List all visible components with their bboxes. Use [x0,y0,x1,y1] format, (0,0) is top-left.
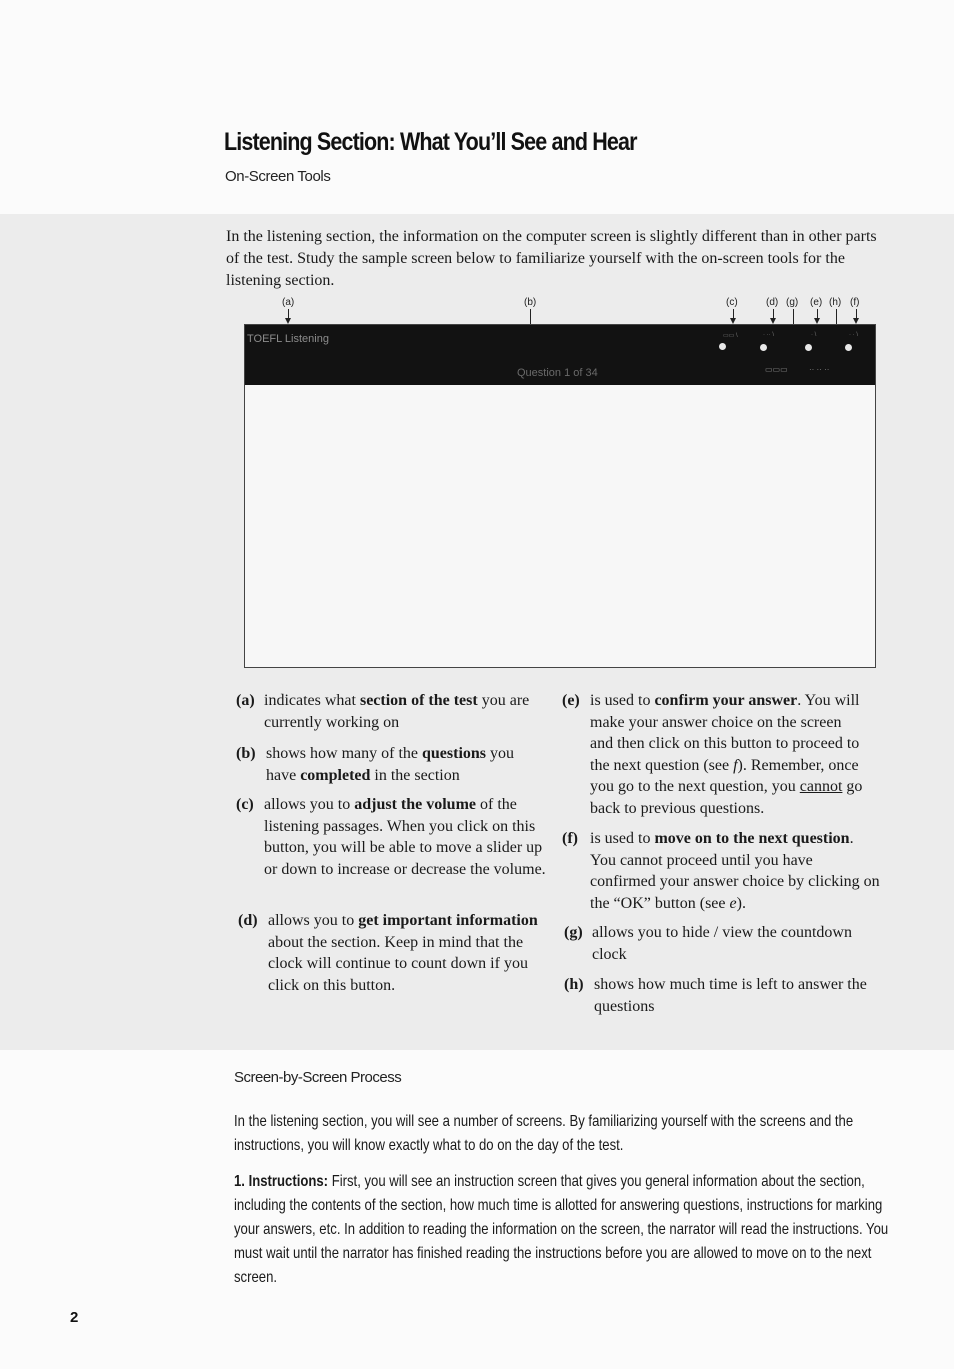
definition-e-ref: f [733,756,738,774]
definition-e-label: (e) [562,692,580,709]
definition-a-label: (a) [236,692,255,709]
definition-f-ref: e [729,894,737,912]
volume-button-icon[interactable] [717,341,728,352]
definition-g [564,922,884,965]
definition-b-text: shows how many of the [266,745,422,762]
marker-a: (a) [282,297,295,308]
definition-b-text-mid: you have [266,745,515,784]
page-number: 2 [70,1309,79,1326]
definition-c-text-end: of the listening passages. When you click on this button, you will be able to move a slider up or down to increase or decrease the volume. [264,796,546,878]
marker-g: (g) [786,297,799,308]
definition-f [562,828,882,914]
next-button-icon[interactable] [843,342,854,353]
definition-h [564,974,884,1017]
definition-a-text-end: you are currently working on [264,692,530,731]
sample-question-counter: Question 1 of 34 [517,367,598,379]
page-title: Listening Section: What You’ll See and Hear [224,128,637,156]
definition-d-text-end: about the section. Keep in mind that the clock will continue to count down if you click on this button. [268,933,528,994]
process-paragraph: In the listening section, you will see a number of screens. By familiarizing yourself with the screens and the instructions, you will know exactly what to do on the day of the test. [234,1113,854,1154]
definition-e-text-mid: . You will make your answer choice on the screen and then click on this button to proceed to the next question (see [590,692,860,774]
definition-b-text-end: in the section [370,766,460,784]
definition-h-text: shows how much time is left to answer the questions [594,976,867,1015]
definition-d-text: allows you to [268,912,359,929]
marker-f: (f) [850,297,860,308]
marker-h: (h) [829,297,842,308]
definition-f-label: (f) [562,830,578,847]
marker-d: (d) [766,297,779,308]
definition-e-underline: cannot [799,778,843,795]
sample-screen-toolbar [245,325,875,385]
marker-c: (c) [726,297,738,308]
ok-button-label: · \ [811,332,817,338]
definition-f-text-end: ). [736,894,746,912]
definition-d-label: (d) [238,912,258,929]
marker-b: (b) [524,297,537,308]
definition-e [562,690,868,819]
definition-c-text: allows you to [264,796,355,813]
step-1-label: 1. Instructions: [234,1173,329,1190]
marker-e: (e) [810,297,823,308]
help-button-icon[interactable] [758,342,769,353]
definition-d [238,910,550,996]
process-subtitle: Screen-by-Screen Process [234,1069,402,1086]
marker-g-line [793,309,794,324]
definition-c [236,794,551,880]
definition-a [236,690,546,733]
definition-b-emphasis-2: completed [300,766,371,784]
definition-a-text: indicates what [264,692,360,709]
definition-c-emphasis: adjust the volume [354,796,476,813]
section-subtitle: On-Screen Tools [225,168,331,185]
definition-c-label: (c) [236,796,254,813]
hide-time-toggle[interactable]: ▭▭▭ [765,365,788,374]
definition-g-label: (g) [564,924,583,941]
definition-d-emphasis: get important information [358,912,538,929]
definition-e-emphasis: confirm your answer [654,692,798,709]
definition-b-emphasis: questions [421,745,487,762]
ok-button-icon[interactable] [803,342,814,353]
help-button-label: · ·· \ [763,332,774,338]
step-1-text: First, you will see an instruction screen that gives you general information about the section, including the contents of the section, how much time is allotted for answering questions, instructions for marking your answers, etc. In addition to reading the information on the screen, the narrator will read the instructions. You must wait until the narrator has finished reading the instructions before you are allowed to move on to the next screen. [234,1173,889,1286]
definition-e-text-mid-2: ). Remember, once you go to the next question, you [590,756,859,795]
definition-e-text: is used to [590,692,655,709]
definition-b [236,743,546,786]
definition-e-text-end: go back to previous questions. [590,778,863,817]
marker-b-line [530,309,531,324]
definition-b-label: (b) [236,745,256,762]
definition-f-text-mid: . You cannot proceed until you have confirmed your answer choice by clicking on the “OK” button (see [590,830,880,912]
definition-f-emphasis: move on to the next question [654,830,850,847]
definition-f-text: is used to [590,830,655,847]
sample-section-title: TOEFL Listening [247,333,329,345]
definition-h-label: (h) [564,976,584,993]
definition-a-emphasis: section of the test [359,692,478,709]
sample-test-screen [244,324,876,668]
step-1-instructions [234,1170,902,1290]
intro-paragraph: In the listening section, the information on the computer screen is slightly different than in other parts of the test. Study the sample screen below to familiarize yourself with the on-screen tools for the listening section. [226,228,877,289]
marker-h-line [836,309,837,324]
volume-button-label: ▭▭ \ [723,333,738,339]
next-button-label: · · \ [849,332,858,338]
definition-g-text: allows you to hide / view the countdown clock [592,924,852,963]
countdown-clock: ·· ·· ·· [809,365,830,374]
